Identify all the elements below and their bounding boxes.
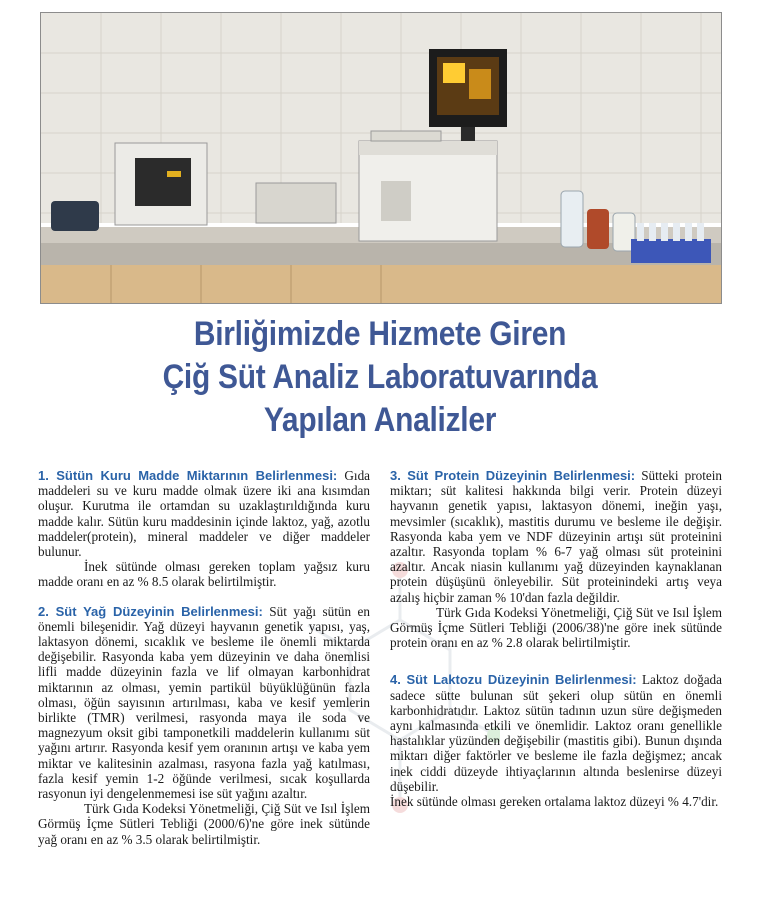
left-column xyxy=(38,468,370,847)
title-line-3: Yapılan Analizler xyxy=(263,401,497,439)
laboratory-illustration xyxy=(41,13,722,304)
section-2-heading: 2. Süt Yağ Düzeyinin Belirlenmesi: xyxy=(38,603,263,619)
section-1-paragraph-1: Gıda maddeleri su ve kuru madde olmak üzere iki ana kısımdan oluşur. Kurutma ile ortamdan su uzaklaştırıldığında kuru madde kalır. Sütün kuru maddesinin içinde laktoz, yağ, azotlu maddeler(protein), mineral maddeler ve diğer maddeler bulunur. xyxy=(38,468,371,560)
section-3-paragraph-1: Sütteki protein miktarı; süt kalitesi hakkında bilgi verir. Protein düzeyi hayvanın genetik yapısı, laktasyon dönemi, ineğin yaşı, mevsimler (sıcaklık), mastitis durumu ve besleme ile değişir. Rasyonda kaba yem ve NDF düzeyinin artışı süt proteinini azaltır. Rasyonda toplam % 6-7 yağ olması süt proteinini azaltır. Ancak niasin kullanımı yağ düzeyinden kaynaklanan protein düşüşünü önleyebilir. Süt proteinindeki artış veya azalış hiçbir zaman % 10'dan fazla değildir. xyxy=(390,468,722,605)
section-1-heading: 1. Sütün Kuru Madde Miktarının Belirlenmesi: xyxy=(38,468,338,483)
section-4-text xyxy=(390,672,722,794)
section-4-heading: 4. Süt Laktozu Düzeyinin Belirlenmesi: xyxy=(390,672,637,688)
section-4-paragraph-2: İnek sütünde olması gereken ortalama laktoz düzeyi % 4.7'dir. xyxy=(390,794,719,810)
section-3-paragraph-2: Türk Gıda Kodeksi Yönetmeliği, Çiğ Süt ve Isıl İşlem Görmüş İçme Sütleri Tebliği (2006/38)'ne göre inek sütünde protein oranı en az % 2.8 olarak belirtilmiştir. xyxy=(390,604,722,651)
section-2-paragraph-2: Türk Gıda Kodeksi Yönetmeliği, Çiğ Süt ve Isıl İşlem Görmüş İçme Sütleri Tebliği (2000/6)'ne göre inek sütünde yağ oranı en az % 3.5 olarak belirtilmiştir. xyxy=(38,801,370,847)
right-column xyxy=(390,468,722,809)
laboratory-photo xyxy=(40,12,722,304)
section-2-text xyxy=(38,604,370,802)
section-3-text xyxy=(390,468,722,605)
title-line-1: Birliğimizde Hizmete Giren xyxy=(193,315,567,353)
section-1-paragraph-2: İnek sütünde olması gereken toplam yağsız kuru madde oranı en az % 8.5 olarak belirtilmiştir. xyxy=(38,559,370,590)
section-4-paragraph-1: Laktoz doğada sadece sütte bulunan süt şekeri olup sütün en önemli karbonhidratıdır. Laktoz sütün tadının uzun süre değişmeden aynı kalmasında etkili ve önemlidir. Laktoz oranı genellikle hastalıklar yüzünden değişebilir (mastitis gibi). Bunun dışında miktarı diğer faktörler ve besleme ile fazla değişmez; ancak inek ciddi düzeyde ihtiyaçlarının altında beslenirse düzeyi düşebilir. xyxy=(390,672,722,794)
section-1-text xyxy=(38,468,370,559)
page-title xyxy=(0,313,760,442)
title-line-2: Çiğ Süt Analiz Laboratuvarında xyxy=(162,358,598,396)
section-3-heading: 3. Süt Protein Düzeyinin Belirlenmesi: xyxy=(390,468,636,483)
section-2-paragraph-1: Süt yağı sütün en önemli bileşenidir. Yağ düzeyi hayvanın genetik yapısı, yaş, laktasyon dönemi, sıcaklık ve besleme ile önemli miktarda değişebilir. Rasyonda kaba yem düzeyinin ve daha önemlisi lifli madde düzeyinin fazla ve lif olmayan karbonhidrat miktarının az olması, yemin partikül büyüklüğünün fazla olması, öğün sayısının artırılması, kaba ve kesif yemlerin birlikte (TMR) verilmesi, rasyonda maya ile soda ve magnezyum oksit gibi tamponetkili maddelerin kullanımı süt yağını artırır. Rasyonda kesif yem oranının artışı ve kaba yem miktar ve kalitesinin azalması, rasyona fazla yağ katılması, fazla kesif yemin 1-2 öğünde verilmesi, sıcak koşullarda rasyonun iyi dengelenmemesi ise süt yağını azaltır. xyxy=(38,603,371,802)
